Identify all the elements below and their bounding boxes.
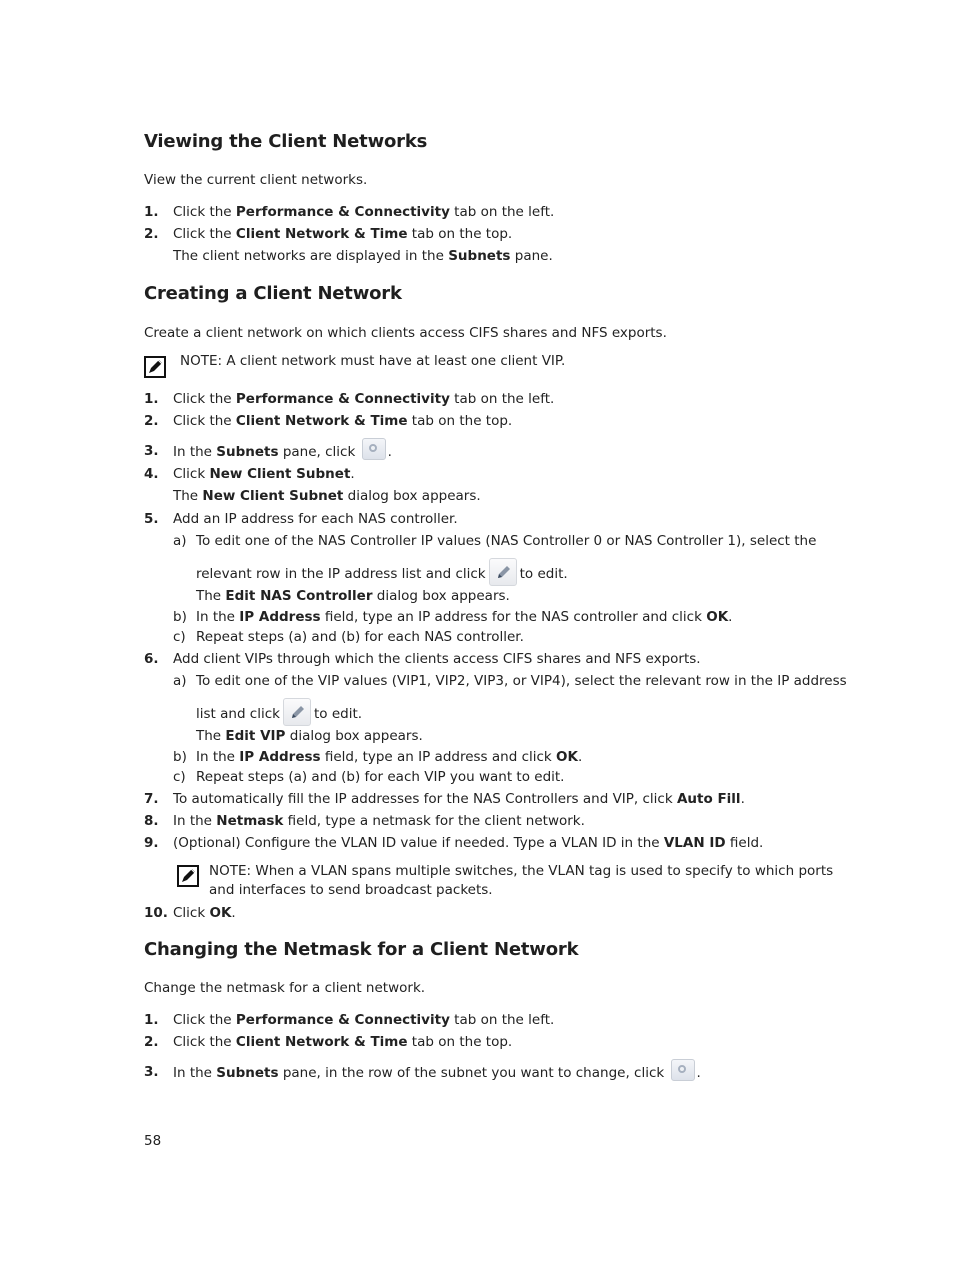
step-text: In the Subnets pane, in the row of the subnet you want to change, click . — [173, 1059, 701, 1082]
step-number: 7. — [144, 791, 159, 807]
step-text: Click New Client Subnet. — [173, 466, 355, 482]
substep-letter: a) — [173, 533, 187, 549]
step-number: 5. — [144, 511, 159, 527]
edit-pencil-icon — [283, 698, 311, 726]
substep-result: The Edit NAS Controller dialog box appears. — [196, 588, 510, 604]
note-pencil-icon — [177, 865, 199, 887]
step-text: (Optional) Configure the VLAN ID value if needed. Type a VLAN ID in the VLAN ID field. — [173, 835, 764, 851]
section-intro: View the current client networks. — [144, 172, 368, 188]
subnet-settings-icon — [362, 438, 386, 460]
step-text: In the Netmask field, type a netmask for the client network. — [173, 813, 585, 829]
step-text: Click the Client Network & Time tab on the top. — [173, 226, 513, 242]
substep-text: In the IP Address field, type an IP address for the NAS controller and click OK. — [196, 609, 733, 625]
section-intro: Change the netmask for a client network. — [144, 980, 426, 996]
step-text: Click the Performance & Connectivity tab on the left. — [173, 391, 555, 407]
step-number: 8. — [144, 813, 159, 829]
section-title-creating: Creating a Client Network — [144, 283, 402, 304]
subnet-settings-icon — [671, 1059, 695, 1081]
step-number: 2. — [144, 413, 159, 429]
step-number: 6. — [144, 651, 159, 667]
step-number: 2. — [144, 1034, 159, 1050]
step-text: Click the Performance & Connectivity tab on the left. — [173, 204, 555, 220]
step-text: Click the Client Network & Time tab on the top. — [173, 1034, 513, 1050]
page-number: 58 — [144, 1133, 162, 1149]
edit-pencil-icon — [489, 558, 517, 586]
note-text: NOTE: When a VLAN spans multiple switches, the VLAN tag is used to specify to which ports — [209, 863, 834, 879]
step-text: Click OK. — [173, 905, 236, 921]
step-result: The client networks are displayed in the Subnets pane. — [173, 248, 553, 264]
step-text: Add client VIPs through which the clients access CIFS shares and NFS exports. — [173, 651, 701, 667]
step-number: 1. — [144, 391, 159, 407]
step-text: Add an IP address for each NAS controller. — [173, 511, 458, 527]
step-text: Click the Client Network & Time tab on the top. — [173, 413, 513, 429]
step-number: 1. — [144, 204, 159, 220]
substep-text: list and click to edit. — [196, 698, 362, 726]
step-number: 10. — [144, 905, 168, 921]
section-intro: Create a client network on which clients access CIFS shares and NFS exports. — [144, 325, 667, 341]
substep-text: Repeat steps (a) and (b) for each VIP you want to edit. — [196, 769, 565, 785]
step-text: In the Subnets pane, click . — [173, 438, 392, 461]
substep-text: relevant row in the IP address list and click to edit. — [196, 558, 568, 586]
step-number: 4. — [144, 466, 159, 482]
step-text: Click the Performance & Connectivity tab on the left. — [173, 1012, 555, 1028]
note-text: NOTE: A client network must have at least one client VIP. — [180, 353, 566, 369]
step-number: 9. — [144, 835, 159, 851]
step-text: To automatically fill the IP addresses for the NAS Controllers and VIP, click Auto Fill. — [173, 791, 745, 807]
substep-result: The Edit VIP dialog box appears. — [196, 728, 423, 744]
substep-letter: c) — [173, 769, 186, 785]
step-result: The New Client Subnet dialog box appears. — [173, 488, 481, 504]
substep-letter: a) — [173, 673, 187, 689]
note-text: and interfaces to send broadcast packets. — [209, 882, 493, 898]
step-number: 1. — [144, 1012, 159, 1028]
substep-text: To edit one of the VIP values (VIP1, VIP2, VIP3, or VIP4), select the relevant row in the IP address — [196, 673, 847, 689]
substep-text: Repeat steps (a) and (b) for each NAS controller. — [196, 629, 524, 645]
step-number: 2. — [144, 226, 159, 242]
step-number: 3. — [144, 443, 159, 459]
section-title-changing-netmask: Changing the Netmask for a Client Network — [144, 939, 579, 960]
substep-letter: b) — [173, 609, 187, 625]
section-title-viewing: Viewing the Client Networks — [144, 131, 428, 152]
step-number: 3. — [144, 1064, 159, 1080]
substep-letter: b) — [173, 749, 187, 765]
substep-text: To edit one of the NAS Controller IP values (NAS Controller 0 or NAS Controller 1), select the — [196, 533, 817, 549]
substep-text: In the IP Address field, type an IP address and click OK. — [196, 749, 583, 765]
substep-letter: c) — [173, 629, 186, 645]
note-pencil-icon — [144, 356, 166, 378]
